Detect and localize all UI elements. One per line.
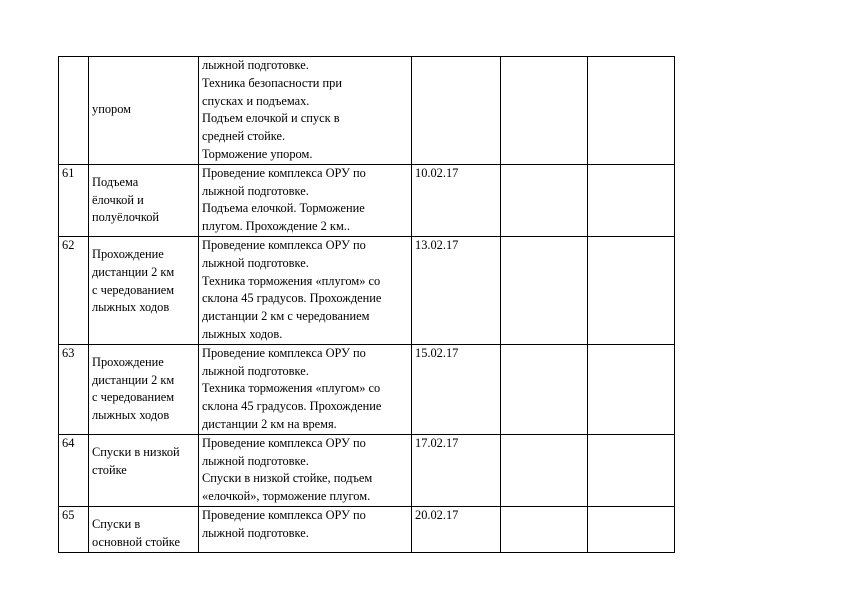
lesson-date-cell [412,434,501,506]
lesson-topic-line: Спуски в низкой [92,444,180,459]
lesson-date: 15.02.17 [415,345,459,360]
lesson-content-line: Подъем елочкой и спуск в [202,111,340,126]
lesson-content-line: Техника безопасности при [202,75,342,90]
actual-date-cell [501,57,588,165]
lesson-topic-line: с чередованием [92,282,175,297]
lesson-content-cell [199,434,412,506]
lesson-topic-line: Прохождение [92,354,164,369]
lesson-plan-body [59,57,675,553]
table-row [59,236,675,344]
lesson-topic-line: основной стойке [92,534,181,549]
notes-cell [588,434,675,506]
actual-date-cell [501,344,588,434]
lesson-content-line: склона 45 градусов. Прохождение [202,291,382,306]
lesson-content-line: лыжной подготовке. [202,363,309,378]
lesson-content-line: Проведение комплекса ОРУ по [202,237,366,252]
lesson-number-cell [59,236,89,344]
lesson-content-line: дистанции 2 км с чередованием [202,309,370,324]
lesson-number: 65 [62,507,75,522]
actual-date-cell [501,434,588,506]
lesson-content-line: лыжной подготовке. [202,525,309,540]
notes-cell [588,236,675,344]
lesson-content-line: Техника торможения «плугом» со [202,273,381,288]
lesson-content-line: Техника торможения «плугом» со [202,381,381,396]
lesson-topic-cell [89,434,199,506]
lesson-content-line: Торможение упором. [202,146,313,161]
lesson-content-cell [199,344,412,434]
actual-date-cell [501,506,588,552]
lesson-content-line: дистанции 2 км на время. [202,416,337,431]
lesson-number-cell [59,434,89,506]
lesson-content-line: Проведение комплекса ОРУ по [202,507,366,522]
notes-cell [588,57,675,165]
table-row [59,164,675,236]
lesson-date: 17.02.17 [415,435,459,450]
notes-cell [588,164,675,236]
lesson-number-cell [59,344,89,434]
lesson-topic-line: Подъема [92,174,139,189]
lesson-number: 62 [62,237,75,252]
lesson-topic-line: полуёлочкой [92,210,160,225]
lesson-content-line: Подъема елочкой. Торможение [202,201,365,216]
lesson-content-line: лыжных ходов. [202,326,283,341]
lesson-date: 10.02.17 [415,165,459,180]
lesson-topic-cell [89,236,199,344]
lesson-content-line: «елочкой», торможение плугом. [202,489,371,504]
lesson-topic-line: ёлочкой и [92,192,144,207]
lesson-date-cell [412,57,501,165]
lesson-date-cell [412,164,501,236]
table-row [59,57,675,165]
lesson-topic-line: стойке [92,462,127,477]
lesson-topic-cell [89,57,199,165]
lesson-date-cell [412,506,501,552]
lesson-plan-table [58,56,675,553]
notes-cell [588,506,675,552]
notes-cell [588,344,675,434]
lesson-topic-line: упором [92,102,132,117]
lesson-number: 61 [62,165,75,180]
lesson-content-cell [199,164,412,236]
lesson-topic-line: лыжных ходов [92,408,170,423]
lesson-date: 13.02.17 [415,237,459,252]
lesson-content-cell [199,236,412,344]
actual-date-cell [501,164,588,236]
lesson-content-line: лыжной подготовке. [202,58,309,72]
actual-date-cell [501,236,588,344]
table-row [59,344,675,434]
lesson-content-line: склона 45 градусов. Прохождение [202,399,382,414]
lesson-topic-cell [89,506,199,552]
lesson-topic-line: дистанции 2 км [92,264,175,279]
lesson-content-line: Проведение комплекса ОРУ по [202,435,366,450]
lesson-content-line: Проведение комплекса ОРУ по [202,165,366,180]
lesson-content-cell [199,57,412,165]
lesson-topic-cell [89,344,199,434]
lesson-date-cell [412,344,501,434]
lesson-topic-line: лыжных ходов [92,300,170,315]
lesson-date: 20.02.17 [415,507,459,522]
lesson-content-cell [199,506,412,552]
lesson-content-line: спусках и подъемах. [202,93,310,108]
lesson-topic-line: с чередованием [92,390,175,405]
lesson-topic-cell [89,164,199,236]
lesson-content-line: лыжной подготовке. [202,183,309,198]
lesson-date-cell [412,236,501,344]
lesson-number: 63 [62,345,75,360]
lesson-number: 64 [62,435,75,450]
lesson-number-cell [59,57,89,165]
table-row [59,506,675,552]
lesson-content-line: лыжной подготовке. [202,255,309,270]
lesson-topic-line: дистанции 2 км [92,372,175,387]
lesson-topic-line: Спуски в [92,516,141,531]
lesson-content-line: средней стойке. [202,129,286,144]
lesson-content-line: лыжной подготовке. [202,453,309,468]
lesson-content-line: Проведение комплекса ОРУ по [202,345,366,360]
lesson-content-line: плугом. Прохождение 2 км.. [202,219,350,234]
lesson-topic-line: Прохождение [92,246,164,261]
lesson-number-cell [59,506,89,552]
table-row [59,434,675,506]
lesson-content-line: Спуски в низкой стойке, подъем [202,471,373,486]
lesson-number-cell [59,164,89,236]
